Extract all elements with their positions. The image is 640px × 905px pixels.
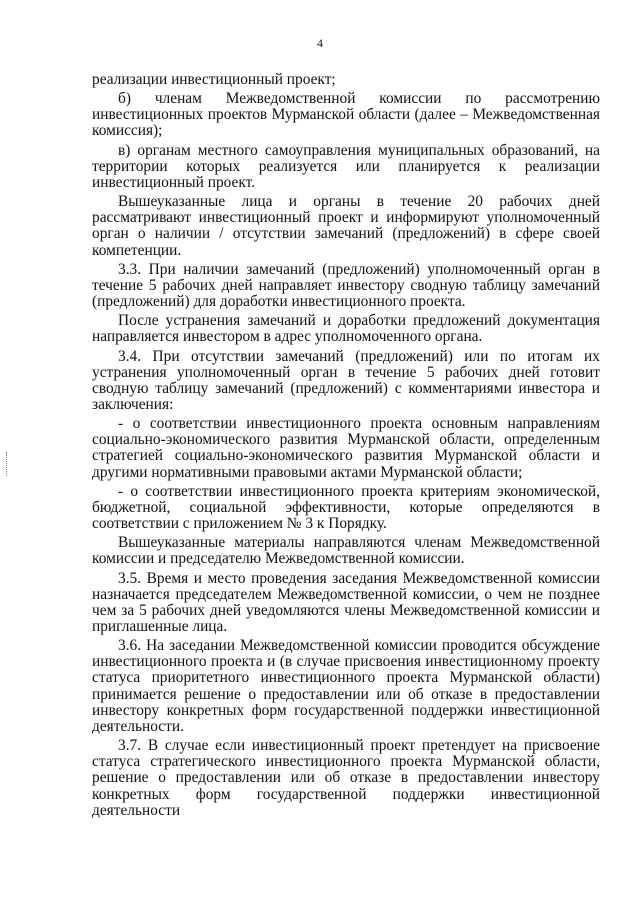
paragraph: Вышеуказанные материалы направляются членам Межведомственной комиссии и председателю Межведомственной комиссии.	[92, 534, 600, 568]
list-item-paragraph: - о соответствии инвестиционного проекта критериям экономической, бюджетной, социальной эффективности, которые определяются в соответствии с приложением № 3 к Порядку.	[92, 482, 600, 533]
paragraph: 3.6. На заседании Межведомственной комиссии проводится обсуждение инвестиционного проекта и (в случае присвоения инвестиционному проекту статуса приоритетного инвестиционного проекта Мурманской области) принимается решение о предоставлении или об отказе в предоставлении инвестору конкретных форм государственной поддержки инвестиционной деятельности.	[92, 637, 600, 735]
paragraph: 3.7. В случае если инвестиционный проект претендует на присвоение статуса стратегического инвестиционного проекта Мурманской области, решение о предоставлении или об отказе в предоставлении инвестору конкретных форм государственной поддержки инвестиционной деятельности	[92, 737, 600, 819]
paragraph: в) органам местного самоуправления муниципальных образований, на территории которых реализуется или планируется к реализации инвестиционный проект.	[92, 141, 600, 191]
margin-binding-marks	[6, 452, 10, 476]
paragraph: После устранения замечаний и доработки предложений документация направляется инвестором в адрес уполномоченного органа.	[92, 312, 600, 346]
page-number: 4	[317, 36, 323, 50]
document-body	[92, 72, 600, 822]
paragraph: 3.5. Время и место проведения заседания Межведомственной комиссии назначается председателем Межведомственной комиссии, о чем не позднее чем за 5 рабочих дней уведомляются члены Межведомственной комиссии и приглашенные лица.	[92, 569, 600, 635]
paragraph: 3.3. При наличии замечаний (предложений) уполномоченный орган в течение 5 рабочих дней направляет инвестору сводную таблицу замечаний (предложений) для доработки инвестиционного проекта.	[92, 260, 600, 311]
list-item-paragraph: - о соответствии инвестиционного проекта основным направлениям социально-экономического развития Мурманской области, определенным стратегией социально-экономического развития Мурманской области и другими нормативными правовыми актами Мурманской области;	[92, 415, 600, 481]
paragraph: б) членам Межведомственной комиссии по рассмотрению инвестиционных проектов Мурманской области (далее – Межведомственная комиссия);	[92, 90, 600, 140]
paragraph: 3.4. При отсутствии замечаний (предложений) или по итогам их устранения уполномоченный орган в течение 5 рабочих дней готовит сводную таблицу замечаний (предложений) с комментариями инвестора и заключения:	[92, 347, 600, 413]
paragraph: Вышеуказанные лица и органы в течение 20 рабочих дней рассматривают инвестиционный проект и информируют уполномоченный орган о наличии / отсутствии замечаний (предложений) в сфере своей компетенции.	[92, 193, 600, 259]
paragraph: реализации инвестиционный проект;	[92, 71, 336, 88]
